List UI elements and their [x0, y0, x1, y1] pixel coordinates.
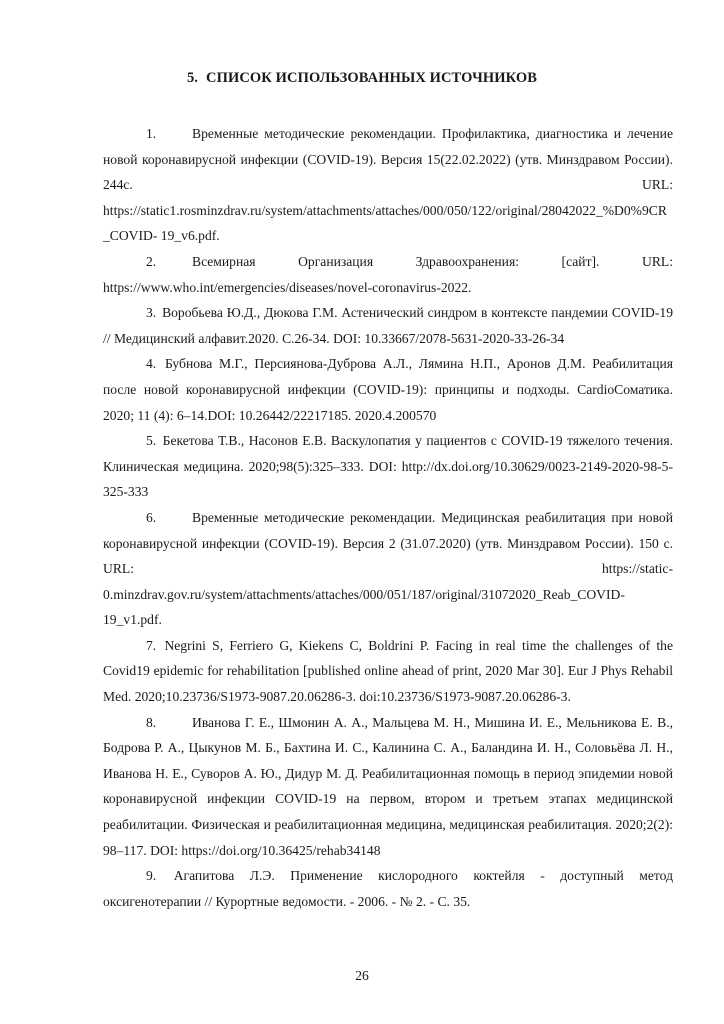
reference-number: 3.: [146, 305, 157, 321]
page-number: 26: [355, 968, 369, 983]
reference-item: [103, 710, 673, 864]
reference-number: 1.: [146, 126, 157, 141]
reference-text: Иванова Г. Е., Шмонин А. А., Мальцева М. Н., Мишина И. Е., Мельникова Е. В., Бодрова Р. А., Цыкунов М. Б., Бахтина И. С., Калинина С. А., Баландина И. Н., Соловьёва Л. Н., Иванова Н. Е., Суворов А. Ю., Дидур М. Д. Реабилитационная помощь в период эпидемии новой коронавирусной инфекции COVID-19 на первом, втором и третьем этапах медицинской реабилитации. Физическая и реабилитационная медицина, медицинская реабилитация. 2020;2(2): 98–117. DOI: https://doi.org/10.36425/rehab34148: [103, 714, 673, 858]
reference-item: [103, 505, 673, 633]
reference-number: 9.: [146, 868, 157, 884]
section-heading: [0, 70, 724, 87]
reference-item: [103, 300, 673, 351]
reference-text: Временные методические рекомендации. Медицинская реабилитация при новой коронавирусной инфекции (COVID-19). Версия 2 (31.07.2020) (утв. Минздравом России). 150 с. URL: https://static-0.minzdrav.gov.ru/system/attachments/attaches/000/051/187/original/31072020_Reab_COVID-19_v1.pdf.: [103, 509, 673, 628]
reference-item: [103, 121, 673, 249]
reference-item: [103, 633, 673, 710]
reference-text: Negrini S, Ferriero G, Kiekens C, Boldrini P. Facing in real time the challenges of the Covid19 epidemic for rehabilitation [published online ahead of print, 2020 Mar 30]. Eur J Phys Rehabil Med. 2020;10.23736/S1973-9087.20.06286-3. doi:10.23736/S1973-9087.20.06286-3.: [103, 637, 673, 705]
reference-item: [103, 351, 673, 428]
reference-number: 7.: [146, 637, 157, 653]
section-title: СПИСОК ИСПОЛЬЗОВАННЫХ ИСТОЧНИКОВ: [206, 70, 538, 86]
reference-number: 8.: [146, 714, 157, 730]
reference-item: [103, 863, 673, 914]
reference-text: Агапитова Л.Э. Применение кислородного коктейля - доступный метод оксигенотерапии // Курортные ведомости. - 2006. - № 2. - С. 35.: [103, 868, 674, 909]
reference-text: Всемирная Организация Здравоохранения: [сайт]. URL: https://www.who.int/emergencies/diseases/novel-coronavirus-2022.: [103, 253, 673, 295]
reference-text: Временные методические рекомендации. Профилактика, диагностика и лечение новой коронавирусной инфекции (COVID-19). Версия 15(22.02.2022) (утв. Минздравом России). 244с. URL: https://static1.rosminzdrav.ru/system/attachments/attaches/000/050/122/original/28042022_%D0%9CR_COVID- 19_v6.pdf.: [103, 126, 673, 244]
reference-number: 5.: [146, 433, 157, 449]
reference-item: [103, 249, 673, 300]
reference-item: [103, 428, 673, 505]
reference-text: Бекетова Т.В., Насонов Е.В. Васкулопатия у пациентов с COVID-19 тяжелого течения. Клиническая медицина. 2020;98(5):325–333. DOI: http://dx.doi.org/10.30629/0023-2149-2020-98-5-325-333: [103, 433, 673, 500]
reference-number: 2.: [146, 253, 157, 269]
reference-text: Бубнова М.Г., Персиянова-Дуброва А.Л., Лямина Н.П., Аронов Д.М. Реабилитация после новой коронавирусной инфекции (COVID-19): принципы и подходы. CardioСоматика. 2020; 11 (4): 6–14.DOI: 10.26442/22217185. 2020.4.200570: [103, 356, 673, 423]
reference-number: 4.: [146, 356, 157, 372]
section-number: 5.: [186, 70, 199, 86]
reference-text: Воробьева Ю.Д., Дюкова Г.М. Астенический синдром в контексте пандемии COVID-19 // Медицинский алфавит.2020. С.26-34. DOI: 10.33667/2078-5631-2020-33-26-34: [103, 305, 673, 346]
reference-list: [103, 121, 673, 914]
reference-number: 6.: [146, 509, 157, 525]
